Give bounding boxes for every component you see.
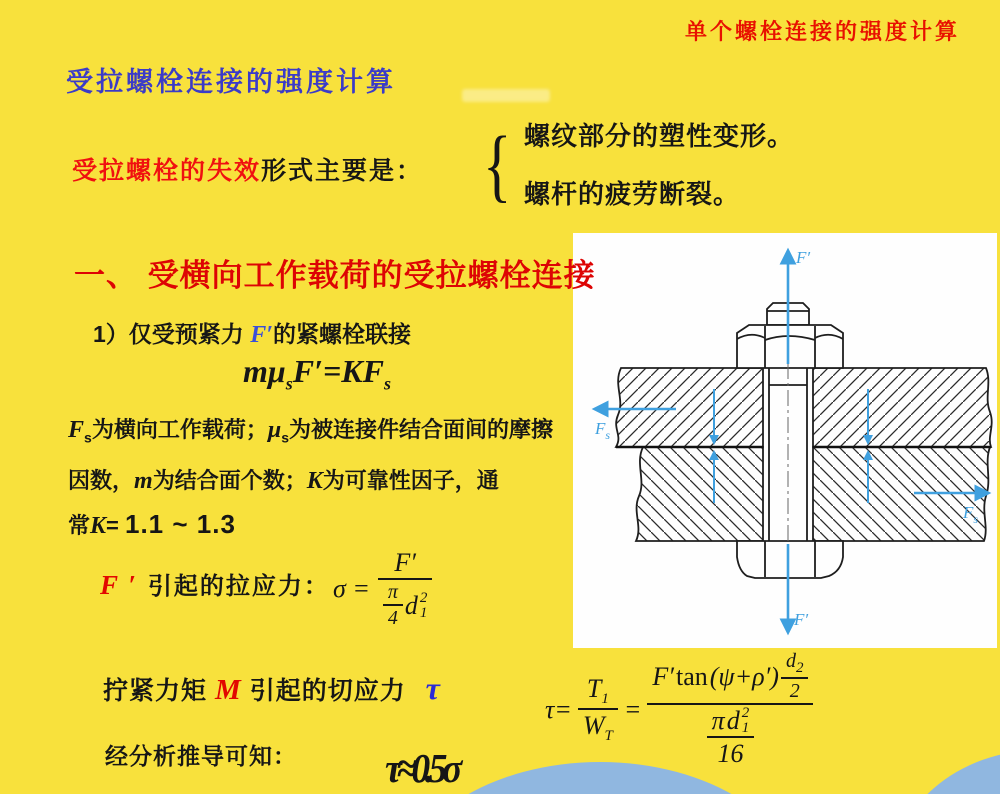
sigma-fraction: [378, 548, 433, 630]
T-sub: 1: [601, 691, 609, 707]
tau-lhs: τ=: [545, 694, 572, 724]
d1-subsup: [742, 706, 750, 736]
d1-subsup: [420, 591, 428, 621]
hex-nut: [737, 325, 843, 368]
failure-item-1: 螺纹部分的塑性变形。: [524, 121, 795, 151]
f-prime-red: F ′: [100, 570, 138, 600]
d1-sup: 2: [419, 589, 428, 606]
d2: d: [785, 650, 796, 672]
text-seg: 为横向工作载荷；: [91, 417, 268, 442]
sub-heading: [93, 316, 411, 349]
text-seg: 为可靠性因子，通: [322, 468, 499, 494]
tau-main-fraction: [647, 650, 813, 769]
var-Fs: F: [68, 417, 85, 443]
label-f-prime-top: F′: [796, 248, 811, 267]
approx-equation: τ≈0.5σ: [385, 745, 457, 791]
bottom-wave-shape-right: [890, 750, 1000, 794]
d2-sub: 2: [795, 660, 804, 676]
torque-line: [103, 670, 441, 707]
tension-stress-line: [100, 566, 330, 601]
failure-lead-red: 受拉螺栓的失效: [72, 157, 262, 185]
tau-denominator: [647, 703, 813, 769]
text-seg: 为结合面个数；: [152, 468, 307, 494]
d1-sub: 1: [741, 720, 750, 736]
sub-heading-suffix: 的紧螺栓联接: [272, 321, 411, 347]
tau-equation: [545, 650, 813, 769]
tension-text: 引起的拉应力：: [147, 573, 330, 600]
sub-heading-f-prime: F′: [250, 322, 273, 348]
var-m: m: [134, 468, 153, 495]
torque-M: M: [214, 674, 242, 706]
sigma-equation: [333, 548, 432, 630]
var-mu-sub: s: [281, 429, 289, 446]
corner-title: 单个螺栓连接的强度计算: [684, 19, 960, 44]
T: T: [586, 673, 602, 703]
friction-equation: [243, 353, 391, 394]
W-sub: T: [604, 728, 613, 745]
watermark: [462, 89, 550, 102]
W: W: [582, 711, 605, 740]
sixteen: 16: [707, 736, 755, 769]
explanation-paragraph: [68, 408, 553, 548]
tan: tan: [676, 661, 708, 691]
var-K: K: [90, 513, 107, 540]
sigma-lhs: σ =: [333, 574, 370, 603]
paragraph-line-2: [68, 459, 553, 503]
var-K: K: [306, 468, 323, 495]
k-range-value: 1.1 ~ 1.3: [125, 509, 236, 540]
torque-text-1: 拧紧力矩: [103, 677, 215, 705]
eq1-sub1: s: [285, 373, 293, 394]
four: 4: [383, 604, 403, 630]
eq1-fkf: F′=KF: [292, 353, 384, 389]
section-heading: 一、 受横向工作载荷的受拉螺栓连接: [74, 258, 596, 293]
eq1-mmu: mμ: [243, 353, 286, 389]
pi: π: [387, 581, 398, 603]
derive-line: 经分析推导可知：: [105, 743, 297, 769]
paragraph-line-3: [68, 503, 553, 548]
psi-rho: (ψ+ρ′): [709, 661, 779, 691]
text-seg: 为被连接件结合面间的摩擦: [288, 417, 553, 442]
equals: =: [623, 694, 642, 724]
F-prime: F′: [652, 661, 674, 691]
var-Fs-sub: s: [84, 429, 92, 446]
eq1-sub2: s: [383, 373, 391, 394]
paragraph-line-1: [68, 408, 553, 459]
d1-sup: 2: [741, 705, 750, 721]
page-title: 受拉螺栓连接的强度计算: [66, 67, 396, 97]
two: 2: [781, 677, 809, 703]
hex-head: [737, 541, 843, 578]
T1-over-WT: [578, 674, 618, 745]
torque-text-2: 引起的切应力: [241, 677, 414, 705]
failure-lead: [72, 151, 423, 187]
tau-numerator: [647, 650, 813, 703]
torque-tau: τ: [425, 670, 441, 706]
text-seg: =: [106, 513, 125, 539]
label-f-prime-bottom: F′: [794, 610, 809, 629]
bolted-joint-diagram: [573, 233, 997, 648]
brace-glyph: {: [483, 119, 512, 210]
d1-sub: 1: [419, 604, 428, 621]
label-fs-left: $F_s$: [595, 419, 611, 442]
sigma-den: [378, 578, 433, 630]
d2-over-2: [781, 650, 809, 703]
pi: π: [711, 706, 725, 735]
d1: d: [404, 590, 418, 620]
text-seg: 常: [68, 513, 91, 539]
sub-heading-prefix: 1）仅受预紧力: [93, 321, 251, 347]
pi-over-4: [383, 581, 403, 630]
upper-plate: [616, 368, 992, 447]
label-fs-right: $F_s$: [963, 503, 979, 526]
var-mu: μ: [267, 417, 282, 443]
failure-lead-black: 形式主要是：: [261, 157, 424, 185]
d1: d: [726, 706, 740, 735]
failure-item-2: 螺杆的疲劳断裂。: [524, 179, 741, 209]
sigma-num: F′: [394, 548, 416, 577]
text-seg: 因数，: [68, 468, 135, 494]
pid1-over-16: [707, 706, 755, 769]
